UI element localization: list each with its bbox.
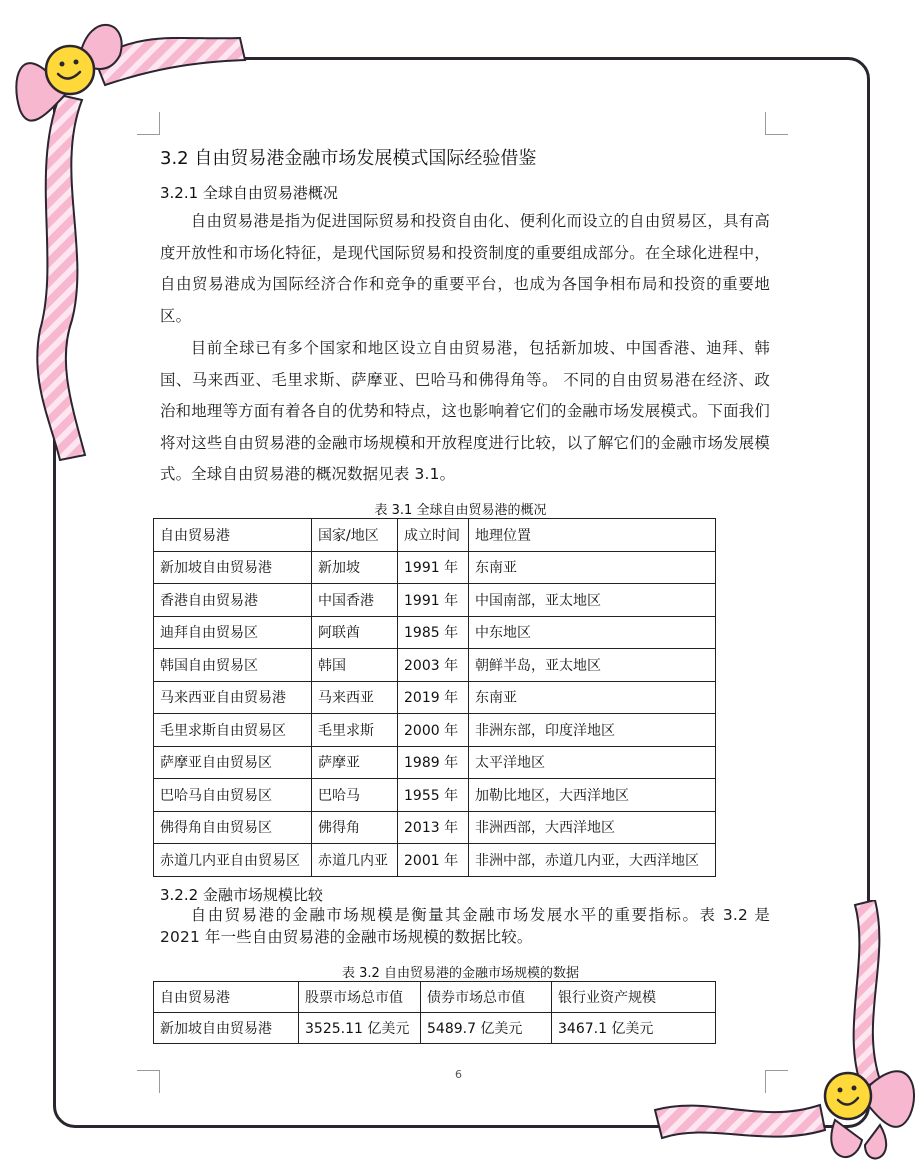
table1-cell: 赤道几内亚 (312, 844, 398, 877)
paragraph-market-scale: 自由贸易港的金融市场规模是衡量其金融市场发展水平的重要指标。表 3.2 是 2021 年一些自由贸易港的金融市场规模的数据比较。 (160, 906, 770, 946)
table1-cell: 加勒比地区，大西洋地区 (469, 779, 716, 812)
crop-mark-bottom-left (137, 1070, 160, 1093)
table2-cell: 3467.1 亿美元 (552, 1013, 716, 1044)
table1-cell: 阿联酋 (312, 616, 398, 649)
table1-cell: 韩国 (312, 649, 398, 682)
ribbon-bow-top-left-icon (0, 0, 250, 470)
table1-cell: 萨摩亚 (312, 746, 398, 779)
ribbon-bow-bottom-right-icon (640, 900, 921, 1169)
table1-cell: 佛得角 (312, 811, 398, 844)
table1-row (154, 584, 716, 617)
table1-cell: 迪拜自由贸易区 (154, 616, 312, 649)
table1-row (154, 681, 716, 714)
table1-row (154, 649, 716, 682)
paragraph-definition: 自由贸易港是指为促进国际贸易和投资自由化、便利化而设立的自由贸易区，具有高度开放性和市场化特征，是现代国际贸易和投资制度的重要组成部分。在全球化进程中，自由贸易港成为国际经济合作和竞争的重要平台，也成为各国争相布局和投资的重要地区。 (160, 212, 770, 325)
table1-row (154, 551, 716, 584)
table1-cell: 萨摩亚自由贸易区 (154, 746, 312, 779)
table2-caption: 表 3.2 自由贸易港的金融市场规模的数据 (342, 966, 579, 981)
table1-cell: 韩国自由贸易区 (154, 649, 312, 682)
table-free-trade-ports-overview (153, 518, 716, 877)
table1-header-cell: 地理位置 (469, 519, 716, 552)
table1-cell: 2019 年 (398, 681, 469, 714)
table2-header-cell: 债券市场总市值 (421, 982, 552, 1013)
table1-row (154, 779, 716, 812)
table1-cell: 2003 年 (398, 649, 469, 682)
table1-cell: 1985 年 (398, 616, 469, 649)
subsection-heading-overview: 3.2.1 全球自由贸易港概况 (160, 184, 338, 202)
table1-cell: 马来西亚 (312, 681, 398, 714)
table1-cell: 毛里求斯 (312, 714, 398, 747)
table2-row (154, 1013, 716, 1044)
table2-header-cell: 自由贸易港 (154, 982, 299, 1013)
table2-header-cell: 银行业资产规模 (552, 982, 716, 1013)
table1-cell: 非洲西部，大西洋地区 (469, 811, 716, 844)
page-number: 6 (455, 1068, 462, 1081)
table1-cell: 非洲东部，印度洋地区 (469, 714, 716, 747)
table1-row (154, 616, 716, 649)
table1-cell: 东南亚 (469, 551, 716, 584)
table1-cell: 新加坡自由贸易港 (154, 551, 312, 584)
table1-cell: 巴哈马 (312, 779, 398, 812)
table1-caption: 表 3.1 全球自由贸易港的概况 (374, 503, 547, 518)
table1-cell: 太平洋地区 (469, 746, 716, 779)
table1-cell: 巴哈马自由贸易区 (154, 779, 312, 812)
table1-header-cell: 自由贸易港 (154, 519, 312, 552)
table1-cell: 赤道几内亚自由贸易区 (154, 844, 312, 877)
table2-cell: 3525.11 亿美元 (299, 1013, 421, 1044)
table2-header-cell: 股票市场总市值 (299, 982, 421, 1013)
table1-cell: 2001 年 (398, 844, 469, 877)
table1-header-cell: 国家/地区 (312, 519, 398, 552)
table1-cell: 2013 年 (398, 811, 469, 844)
table1-cell: 香港自由贸易港 (154, 584, 312, 617)
section-heading: 3.2 自由贸易港金融市场发展模式国际经验借鉴 (160, 148, 537, 169)
table1-cell: 中国香港 (312, 584, 398, 617)
table1-header-cell: 成立时间 (398, 519, 469, 552)
table1-cell: 非洲中部，赤道几内亚，大西洋地区 (469, 844, 716, 877)
table1-cell: 1989 年 (398, 746, 469, 779)
table2-header-row (154, 982, 716, 1013)
table2-cell: 新加坡自由贸易港 (154, 1013, 299, 1044)
table1-cell: 1991 年 (398, 584, 469, 617)
table1-cell: 东南亚 (469, 681, 716, 714)
table1-cell: 朝鲜半岛，亚太地区 (469, 649, 716, 682)
table1-cell: 中国南部，亚太地区 (469, 584, 716, 617)
table1-cell: 2000 年 (398, 714, 469, 747)
table1-cell: 中东地区 (469, 616, 716, 649)
crop-mark-top-right (765, 112, 788, 135)
table1-header-row (154, 519, 716, 552)
table-financial-market-scale (153, 981, 716, 1044)
table1-row (154, 714, 716, 747)
table1-cell: 新加坡 (312, 551, 398, 584)
subsection-heading-market-scale: 3.2.2 金融市场规模比较 (160, 886, 323, 904)
table2-cell: 5489.7 亿美元 (421, 1013, 552, 1044)
table1-row (154, 844, 716, 877)
table1-cell: 1991 年 (398, 551, 469, 584)
table1-cell: 马来西亚自由贸易港 (154, 681, 312, 714)
table1-row (154, 746, 716, 779)
paragraph-overview: 目前全球已有多个国家和地区设立自由贸易港，包括新加坡、中国香港、迪拜、韩国、马来西亚、毛里求斯、萨摩亚、巴哈马和佛得角等。 不同的自由贸易港在经济、政治和地理等方面有着各自的优势和特点，这也影响着它们的金融市场发展模式。下面我们将对这些自由贸易港的金融市场规模和开放程度进行比较，以了解它们的金融市场发展模式。全球自由贸易港的概况数据见表 3.1。 (160, 339, 770, 483)
table1-row (154, 811, 716, 844)
table1-cell: 毛里求斯自由贸易区 (154, 714, 312, 747)
table1-cell: 佛得角自由贸易区 (154, 811, 312, 844)
table1-cell: 1955 年 (398, 779, 469, 812)
